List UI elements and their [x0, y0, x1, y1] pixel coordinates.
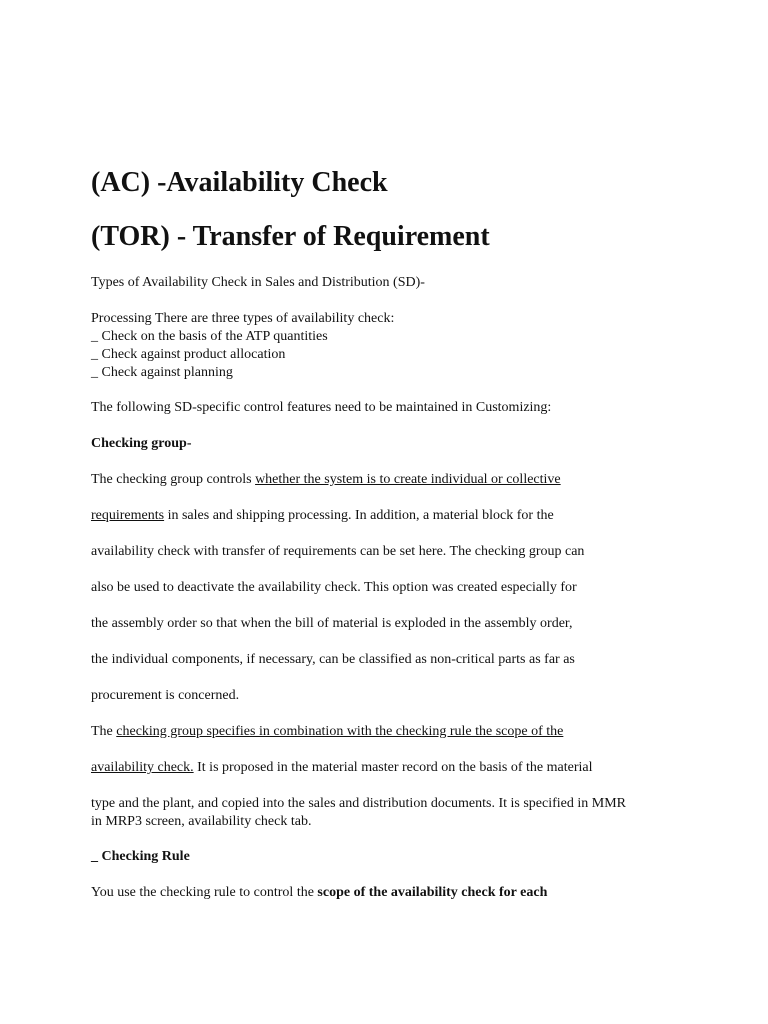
- checking-group-p2-line3: type and the plant, and copied into the sales and distribution documents. It is specified in MMR: [91, 796, 627, 811]
- checking-group-p1-line5: the assembly order so that when the bill of material is exploded in the assembly order,: [91, 616, 573, 631]
- checking-group-p2-line2: [91, 759, 593, 776]
- underlined-phrase: availability check.: [91, 760, 194, 775]
- checking-group-p1-line6: the individual components, if necessary, can be classified as non-critical parts as far as: [91, 652, 575, 667]
- text-run: in sales and shipping processing. In addition, a material block for the: [164, 508, 554, 523]
- text-run: You use the checking rule to control the: [91, 885, 318, 900]
- checking-group-p1-line7: procurement is concerned.: [91, 688, 240, 703]
- checking-group-p2-line4: in MRP3 screen, availability check tab.: [91, 814, 312, 829]
- processing-item-atp: _ Check on the basis of the ATP quantities: [91, 329, 328, 344]
- title-transfer-of-requirement: (TOR) - Transfer of Requirement: [91, 221, 490, 252]
- checking-group-p1-line1: [91, 471, 561, 488]
- underlined-phrase: checking group specifies in combination with the checking rule the scope of the: [116, 724, 564, 739]
- underlined-phrase: whether the system is to create individual or collective: [255, 472, 561, 487]
- checking-group-p1-line3: availability check with transfer of requirements can be set here. The checking group can: [91, 544, 585, 559]
- text-run: It is proposed in the material master record on the basis of the material: [193, 760, 593, 775]
- processing-item-planning: _ Check against planning: [91, 365, 233, 380]
- processing-item-allocation: _ Check against product allocation: [91, 347, 286, 362]
- underlined-phrase: requirements: [91, 508, 165, 523]
- checking-rule-heading: _ Checking Rule: [91, 849, 190, 864]
- checking-group-p1-line4: also be used to deactivate the availability check. This option was created especially for: [91, 580, 577, 595]
- checking-group-p1-line2: [91, 507, 554, 524]
- checking-group-p2-line1: [91, 723, 563, 740]
- processing-intro: Processing There are three types of availability check:: [91, 311, 395, 326]
- text-run: The checking group controls: [91, 472, 256, 487]
- control-features-text: The following SD-specific control features need to be maintained in Customizing:: [91, 400, 552, 415]
- types-heading: Types of Availability Check in Sales and Distribution (SD)-: [91, 275, 425, 290]
- text-run: The: [91, 724, 117, 739]
- checking-group-heading: Checking group-: [91, 436, 192, 451]
- checking-rule-line1: [91, 884, 547, 901]
- bold-phrase: scope of the availability check for each: [317, 885, 548, 900]
- title-availability-check: (AC) -Availability Check: [91, 167, 388, 198]
